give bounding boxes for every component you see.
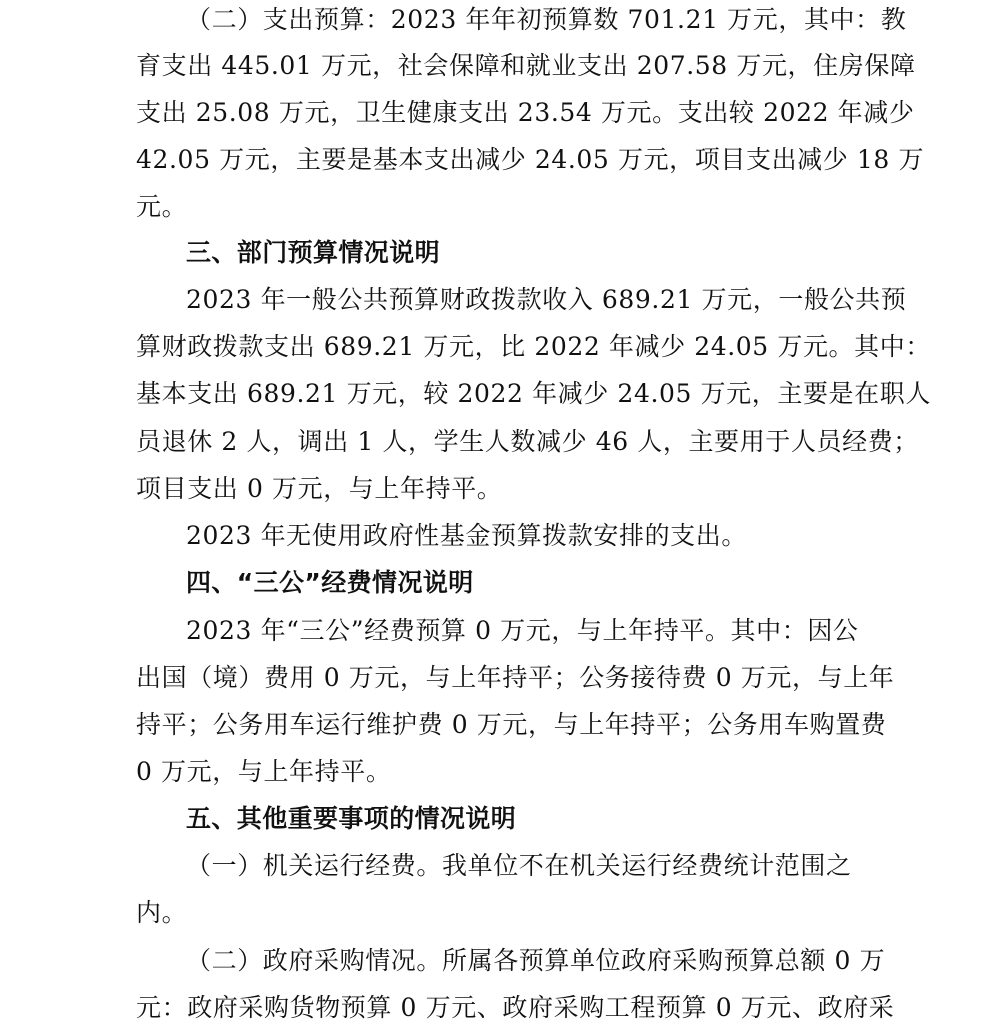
paragraph-line: 元：政府采购货物预算 0 万元、政府采购工程预算 0 万元、政府采 <box>136 993 895 1022</box>
paragraph-line: 基本支出 689.21 万元，较 2022 年减少 24.05 万元，主要是在职人 <box>136 379 931 408</box>
section-heading: 五、其他重要事项的情况说明 <box>186 804 517 833</box>
section-heading: 三、部门预算情况说明 <box>186 238 441 267</box>
paragraph-line: 算财政拨款支出 689.21 万元，比 2022 年减少 24.05 万元。其中： <box>136 332 931 361</box>
paragraph-line: 内。 <box>136 898 188 927</box>
paragraph-line: 2023 年一般公共预算财政拨款收入 689.21 万元，一般公共预 <box>186 285 907 314</box>
paragraph-line: 项目支出 0 万元，与上年持平。 <box>136 474 503 503</box>
paragraph-line: 42.05 万元，主要是基本支出减少 24.05 万元，项目支出减少 18 万 <box>136 145 925 174</box>
paragraph-line: 出国（境）费用 0 万元，与上年持平；公务接待费 0 万元，与上年 <box>136 663 895 692</box>
section-heading: 四、“三公”经费情况说明 <box>186 568 474 597</box>
paragraph-line: 育支出 445.01 万元，社会保障和就业支出 207.58 万元，住房保障 <box>136 51 916 80</box>
paragraph-line: （一）机关运行经费。我单位不在机关运行经费统计范围之 <box>186 851 852 880</box>
paragraph-line: 2023 年“三公”经费预算 0 万元，与上年持平。其中：因公 <box>186 616 859 645</box>
paragraph-line: （二）政府采购情况。所属各预算单位政府采购预算总额 0 万 <box>186 946 886 975</box>
paragraph-line: 持平；公务用车运行维护费 0 万元，与上年持平；公务用车购置费 <box>136 710 887 739</box>
paragraph-line: 员退休 2 人，调出 1 人，学生人数减少 46 人，主要用于人员经费； <box>136 427 919 456</box>
paragraph-line: 2023 年无使用政府性基金预算拨款安排的支出。 <box>186 521 747 550</box>
paragraph-line: 0 万元，与上年持平。 <box>136 757 392 786</box>
paragraph-line: 元。 <box>136 192 188 221</box>
paragraph-line: （二）支出预算：2023 年年初预算数 701.21 万元，其中：教 <box>186 5 907 34</box>
paragraph-line: 支出 25.08 万元，卫生健康支出 23.54 万元。支出较 2022 年减少 <box>136 98 915 127</box>
